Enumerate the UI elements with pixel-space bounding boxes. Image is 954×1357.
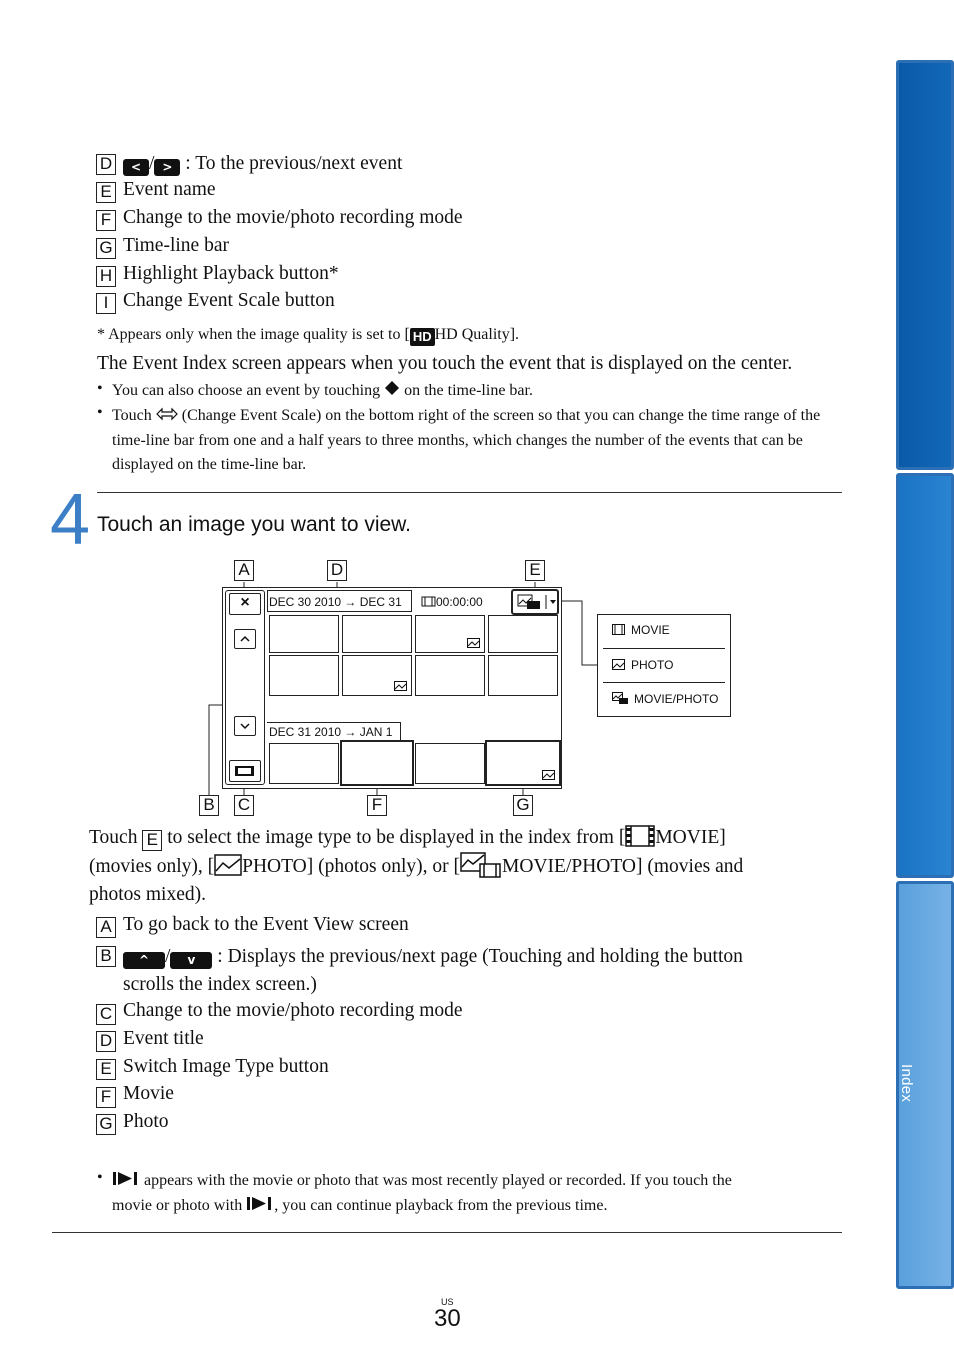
touch-line-2	[89, 852, 849, 881]
bullet-dot: •	[97, 1169, 103, 1186]
thumbnail[interactable]	[269, 743, 339, 784]
menu-item-movie-photo[interactable]	[612, 692, 718, 706]
section-divider	[97, 492, 842, 493]
bullet-line	[112, 1169, 842, 1194]
label-d: D	[96, 1031, 116, 1052]
bullet-item	[112, 404, 842, 478]
menu-divider	[603, 648, 725, 649]
event-index-paragraph: The Event Index screen appears when you touch the event that is displayed on the center.	[97, 353, 793, 374]
text: (movies only), [	[89, 856, 215, 877]
chevron-up-icon	[235, 630, 255, 648]
bullet-text: appears with the movie or photo that was most recently played or recorded. If you touch the	[140, 1172, 732, 1189]
thumbnail[interactable]	[415, 743, 485, 784]
photo-thumbnail[interactable]	[485, 740, 561, 786]
page-up-button[interactable]	[234, 629, 256, 649]
photo-icon	[542, 770, 555, 780]
diamond-icon	[384, 380, 400, 396]
label-h: H	[96, 266, 116, 287]
footnote-suffix: HD Quality].	[434, 326, 520, 343]
left-toolbar	[225, 590, 265, 785]
tab-table-of-contents[interactable]	[856, 60, 954, 470]
film-icon	[612, 624, 625, 635]
footer-divider	[52, 1232, 842, 1233]
menu-divider	[603, 682, 725, 683]
timecode	[421, 595, 483, 609]
bullet-item	[112, 380, 533, 400]
timecode-text: 00:00:00	[436, 595, 483, 609]
camera-mode-icon	[230, 761, 259, 780]
label-a: A	[96, 917, 116, 938]
movie-photo-icon	[612, 692, 628, 704]
text: to select the image type to be displayed in the index from [	[167, 827, 626, 848]
menu-item-label: PHOTO	[631, 658, 674, 672]
photo-icon	[394, 681, 407, 691]
thumbnail[interactable]	[269, 615, 339, 653]
footnote	[97, 326, 519, 346]
label-f: F	[96, 210, 116, 231]
thumbnail[interactable]	[488, 655, 558, 696]
photo-icon	[214, 854, 242, 876]
list-item-text: Time-line bar	[123, 235, 229, 256]
bullet-text: , you can continue playback from the previous time.	[274, 1196, 608, 1214]
label-b: B	[96, 946, 116, 967]
movie-photo-icon	[460, 852, 502, 878]
touch-line-3: photos mixed).	[89, 884, 206, 905]
movie-photo-icon	[513, 591, 557, 613]
label-g: G	[96, 238, 116, 259]
list-item	[123, 153, 402, 176]
bullet-text: (Change Event Scale) on the bottom right of the screen so that you can change the time range of the time-line bar from one and a half years to three months, which changes the number of the events that can be displayed on the time-line bar.	[112, 407, 821, 473]
recording-mode-button[interactable]	[229, 760, 261, 782]
touch-line-1	[89, 824, 849, 852]
list-item-text: Event name	[123, 179, 216, 200]
step-title: Touch an image you want to view.	[97, 513, 412, 536]
separator: /	[149, 153, 155, 174]
thumbnail[interactable]	[269, 655, 339, 696]
separator: /	[165, 946, 171, 967]
arrow-icon: →	[344, 595, 357, 609]
tab-index[interactable]	[896, 881, 954, 1289]
list-item	[123, 946, 743, 969]
list-item-text: Switch Image Type button	[123, 1056, 329, 1077]
tab-label: Index	[897, 1064, 915, 1103]
highlight-playback-icon	[112, 1171, 140, 1186]
bullet-text: on the time-line bar.	[400, 382, 533, 399]
page-number: 30	[434, 1305, 461, 1332]
arrow-icon: →	[344, 725, 357, 739]
list-item-text: Change to the movie/photo recording mode	[123, 207, 463, 228]
label-g: G	[96, 1114, 116, 1135]
thumbnail[interactable]	[342, 615, 412, 653]
event-start-date: DEC 31 2010	[269, 725, 342, 739]
thumbnail[interactable]	[342, 655, 412, 696]
label-d: D	[96, 154, 116, 175]
step-number: 4	[50, 480, 91, 560]
thumbnail[interactable]	[415, 655, 485, 696]
switch-image-type-button[interactable]	[511, 589, 559, 615]
next-event-key: >	[154, 159, 180, 176]
label-f: F	[96, 1087, 116, 1108]
highlight-playback-icon	[246, 1196, 274, 1211]
menu-item-photo[interactable]	[612, 658, 673, 672]
list-item-text: Movie	[123, 1083, 174, 1104]
label-e: E	[96, 1059, 116, 1080]
callout-b: B	[199, 795, 219, 816]
bullet-item	[112, 1169, 842, 1218]
movie-thumbnail[interactable]	[340, 740, 414, 786]
touch-paragraph	[89, 824, 849, 909]
list-item-text: To go back to the Event View screen	[123, 914, 409, 935]
menu-item-label: MOVIE/PHOTO	[634, 692, 719, 706]
callout-a: A	[234, 560, 254, 581]
label-e: E	[96, 182, 116, 203]
callout-f: F	[367, 795, 387, 816]
close-button[interactable]: ×	[229, 593, 261, 615]
tab-label: Enjoy Useful Functions	[836, 589, 854, 750]
text: MOVIE/PHOTO] (movies and	[502, 856, 744, 877]
event-end-date: JAN 1	[359, 725, 393, 739]
page-down-key: v	[170, 952, 212, 969]
thumbnail[interactable]	[415, 615, 485, 653]
hd-quality-icon: HD	[410, 328, 435, 346]
film-icon	[421, 596, 436, 607]
list-item-continuation: scrolls the index screen.)	[123, 974, 317, 995]
label-i: I	[96, 293, 116, 314]
tab-enjoy-useful-functions[interactable]	[836, 473, 954, 878]
thumbnail[interactable]	[488, 615, 558, 653]
list-item-text: Photo	[123, 1111, 169, 1132]
page-up-key: ^	[123, 952, 165, 969]
menu-item-label: MOVIE	[631, 623, 670, 637]
bullet-text: You can also choose an event by touching	[112, 382, 381, 399]
event-title	[269, 595, 402, 609]
footnote-prefix: * Appears only when the image quality is set to [	[97, 326, 410, 343]
text: PHOTO] (photos only), or [	[242, 856, 461, 877]
event-start-date: DEC 30 2010	[269, 595, 342, 609]
callout-e: E	[525, 560, 545, 581]
list-item-text: : Displays the previous/next page (Touching and holding the button	[212, 946, 743, 967]
callout-d: D	[327, 560, 347, 581]
tab-label: Table of Contents	[856, 199, 874, 321]
bullet-text: Touch	[112, 407, 152, 424]
page-down-button[interactable]	[234, 716, 256, 736]
event-end-date: DEC 31	[359, 595, 402, 609]
previous-event-key: <	[123, 159, 149, 176]
region-code: US	[441, 1297, 454, 1307]
event-title	[269, 725, 392, 739]
label-e: E	[142, 830, 162, 851]
list-item-text: Highlight Playback button*	[123, 263, 339, 284]
bullet-line	[112, 1194, 842, 1219]
list-item-text: Change Event Scale button	[123, 290, 335, 311]
menu-item-movie[interactable]	[612, 623, 670, 637]
label-c: C	[96, 1004, 116, 1025]
bullet-dot: •	[97, 380, 103, 397]
callout-g: G	[513, 795, 533, 816]
bullet-dot: •	[97, 404, 103, 421]
text: MOVIE]	[655, 827, 726, 848]
film-icon	[625, 825, 655, 847]
list-item-text: Event title	[123, 1028, 204, 1049]
chevron-down-icon	[235, 717, 255, 735]
list-item-text: Change to the movie/photo recording mode	[123, 1000, 463, 1021]
text: Touch	[89, 827, 138, 848]
event-scale-icon	[156, 406, 178, 422]
callout-c: C	[234, 795, 254, 816]
list-item-text: : To the previous/next event	[180, 153, 403, 174]
photo-icon	[467, 638, 480, 648]
bullet-text: movie or photo with	[112, 1196, 247, 1214]
photo-icon	[612, 659, 625, 670]
